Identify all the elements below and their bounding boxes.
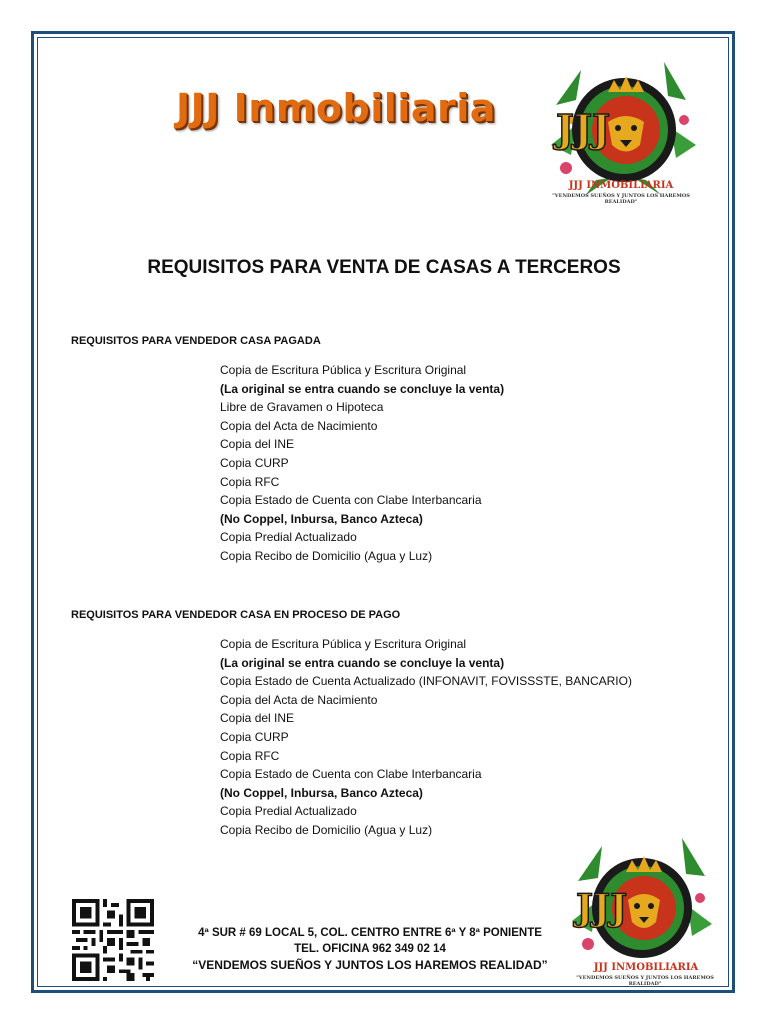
list-item: Copia de Escritura Pública y Escritura Original [220, 637, 467, 651]
list-item: Copia Estado de Cuenta con Clabe Interbancaria [220, 767, 482, 782]
list-item: Copia del INE [220, 437, 295, 452]
logo-letters: JJJ [556, 106, 610, 151]
crown-icon [626, 856, 662, 872]
list-item: Copia de Escritura Pública y Escritura Original [220, 363, 467, 377]
section-title-house-in-payment: REQUISITOS PARA VENDEDOR CASA EN PROCESO DE PAGO [71, 609, 401, 621]
list-item: Copia Predial Actualizado [220, 530, 357, 545]
brand-title: JJJ Inmobiliaria [176, 86, 496, 130]
list-item: Copia del Acta de Nacimiento [220, 418, 378, 433]
logo-name-top: JJJ INMOBILIARIA [568, 180, 674, 191]
list-item: Copia CURP [220, 729, 289, 744]
list-item: Copia Recibo de Domicilio (Agua y Luz) [220, 822, 433, 837]
list-item: Copia Predial Actualizado [220, 804, 357, 819]
list-item: (La original se entra cuando se concluye la venta) [220, 381, 505, 396]
logo-slogan-top: "VENDEMOS SUEÑOS Y JUNTOS LOS HAREMOS REALIDAD" [552, 193, 690, 205]
list-item: (No Coppel, Inbursa, Banco Azteca) [220, 785, 423, 800]
requirements-list-paid-house [220, 361, 504, 566]
list-item: Copia del INE [220, 711, 295, 726]
footer-slogan: “VENDEMOS SUEÑOS Y JUNTOS LOS HAREMOS REALIDAD” [192, 958, 548, 972]
footer-phone: TEL. OFICINA 962 349 02 14 [294, 943, 446, 955]
requirements-list-house-in-payment [220, 635, 632, 840]
list-item: Copia RFC [220, 748, 280, 763]
footer-address: 4ª SUR # 69 LOCAL 5, COL. CENTRO ENTRE 6ª Y 8ª PONIENTE [198, 927, 542, 939]
qr-code-icon [72, 899, 154, 981]
list-item: Copia RFC [220, 474, 280, 489]
list-item: Copia Estado de Cuenta Actualizado (INFONAVIT, FOVISSSTE, BANCARIO) [220, 674, 632, 689]
logo-slogan-bottom: "VENDEMOS SUEÑOS Y JUNTOS LOS HAREMOS REALIDAD" [576, 975, 714, 987]
list-item: Copia del Acta de Nacimiento [220, 692, 378, 707]
list-item: Copia CURP [220, 455, 289, 470]
list-item: Libre de Gravamen o Hipoteca [220, 400, 384, 415]
crown-icon [608, 76, 644, 92]
logo-letters: JJJ [576, 887, 628, 929]
list-item: (La original se entra cuando se concluye la venta) [220, 655, 505, 670]
logo-name-bottom: JJJ INMOBILIARIA [593, 962, 699, 973]
page-title: REQUISITOS PARA VENTA DE CASAS A TERCEROS [147, 257, 621, 278]
list-item: Copia Recibo de Domicilio (Agua y Luz) [220, 548, 433, 563]
list-item: (No Coppel, Inbursa, Banco Azteca) [220, 511, 423, 526]
list-item: Copia Estado de Cuenta con Clabe Interbancaria [220, 493, 482, 508]
section-title-paid-house: REQUISITOS PARA VENDEDOR CASA PAGADA [71, 335, 321, 347]
